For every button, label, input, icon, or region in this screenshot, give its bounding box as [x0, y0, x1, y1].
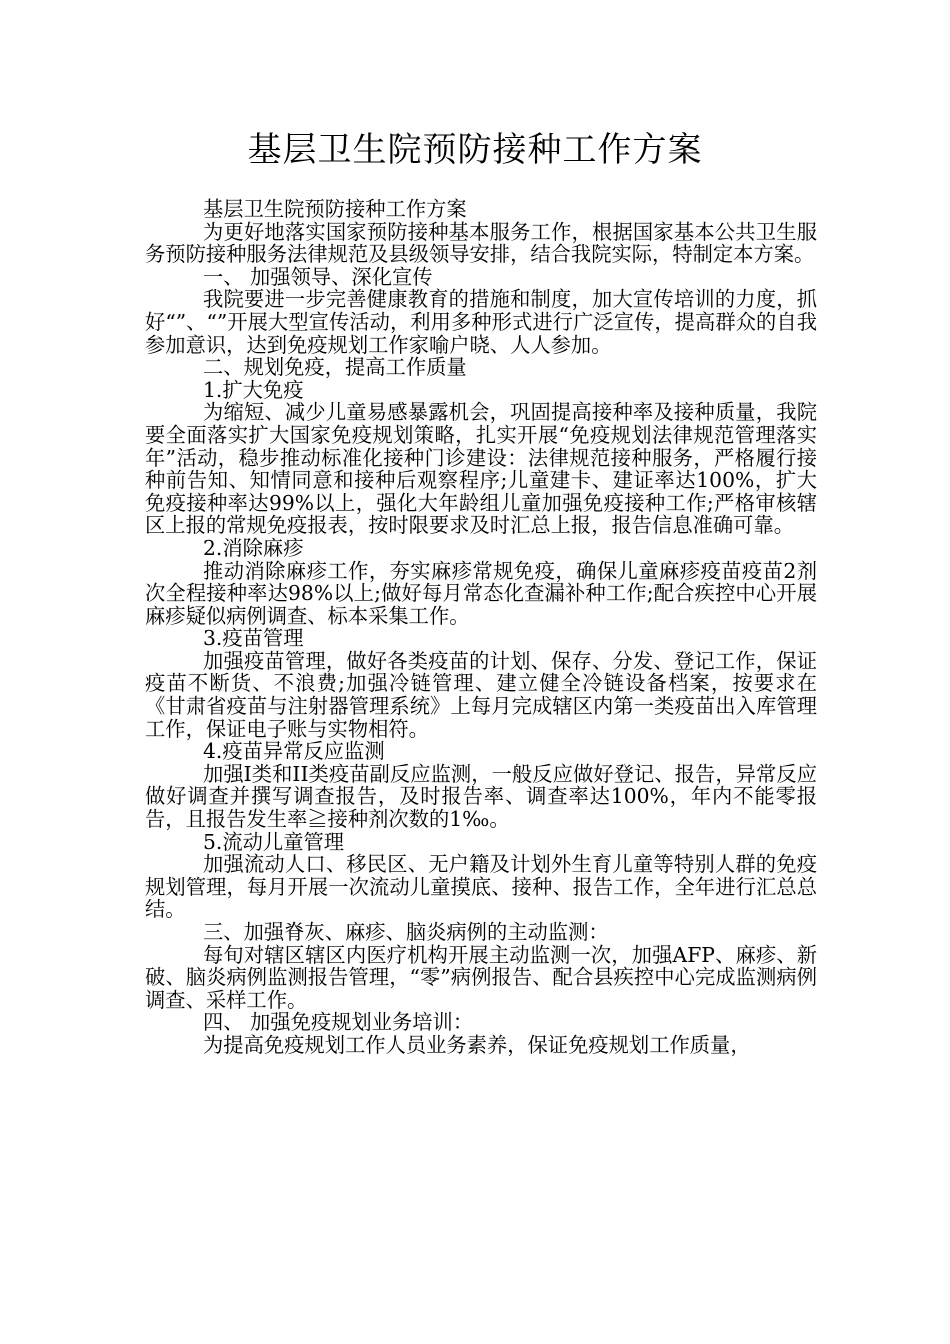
subsection-heading-2-5: 5.流动儿童管理: [203, 829, 345, 854]
subsection-heading-2-1: 1.扩大免疫: [203, 377, 304, 402]
section-heading-4: 四、 加强免疫规划业务培训：: [203, 1010, 474, 1035]
paragraph-2-1: 为缩短、减少儿童易感暴露机会，巩固提高接种率及接种质量，我院要全面落实扩大国家免疫规划策略，扎实开展“免疫规划法律规范管理落实年”活动，稳步推动标准化接种门诊建设：法律规范接种服务，严格履行接种前告知、知情同意和接种后观察程序;儿童建卡、建证率达100%，扩大免疫接种率达99%以上，强化大年龄组儿童加强免疫接种工作;严格审核辖区上报的常规免疫报表，按时限要求及时汇总上报，报告信息准确可靠。: [145, 400, 817, 538]
paragraph-2-4: 加强I类和II类疫苗副反应监测，一般反应做好登记、报告，异常反应做好调查并撰写调查报告，及时报告率、调查率达100%，年内不能零报告，且报告发生率≧接种剂次数的1‰。: [145, 761, 817, 832]
paragraph-section-3: 每旬对辖区辖区内医疗机构开展主动监测一次，加强AFP、麻疹、新破、脑炎病例监测报告管理，“零”病例报告、配合县疾控中心完成监测病例调查、采样工作。: [145, 942, 817, 1012]
paragraph-2-5: 加强流动人口、移民区、无户籍及计划外生育儿童等特别人群的免疫规划管理，每月开展一次流动儿童摸底、接种、报告工作，全年进行汇总总结。: [145, 852, 817, 922]
paragraph-intro: 为更好地落实国家预防接种基本服务工作，根据国家基本公共卫生服务预防接种服务法律规范及县级领导安排，结合我院实际，特制定本方案。: [145, 219, 817, 267]
paragraph-2-3: 加强疫苗管理，做好各类疫苗的计划、保存、分发、登记工作，保证疫苗不断货、不浪费;加强冷链管理、建立健全冷链设备档案，按要求在《甘肃省疫苗与注射器管理系统》上每月完成辖区内第一类疫苗出入库管理工作，保证电子账与实物相符。: [145, 648, 817, 741]
paragraph-section-1: 我院要进一步完善健康教育的措施和制度，加大宣传培训的力度，抓好“”、“”开展大型宣传活动，利用多种形式进行广泛宣传，提高群众的自我参加意识，达到免疫规划工作家喻户晓、人人参加。: [145, 287, 817, 357]
document-title: 基层卫生院预防接种工作方案: [247, 130, 703, 170]
section-heading-2: 二、规划免疫，提高工作质量: [203, 355, 467, 380]
paragraph-section-4: 为提高免疫规划工作人员业务素养，保证免疫规划工作质量，: [203, 1032, 751, 1057]
subsection-heading-2-4: 4.疫苗异常反应监测: [203, 739, 385, 764]
document-body: [145, 198, 817, 1057]
paragraph-2-2: 推动消除麻疹工作，夯实麻疹常规免疫，确保儿童麻疹疫苗疫苗2剂次全程接种率达98%以上;做好每月常态化查漏补种工作;配合疾控中心开展麻疹疑似病例调查、标本采集工作。: [145, 558, 817, 628]
section-heading-3: 三、加强脊灰、麻疹、脑炎病例的主动监测：: [203, 920, 609, 944]
section-heading-1: 一、 加强领导、深化宣传: [203, 264, 433, 289]
subsection-heading-2-2: 2.消除麻疹: [203, 535, 304, 560]
subsection-heading-2-3: 3.疫苗管理: [203, 626, 304, 651]
paragraph-subtitle: 基层卫生院预防接种工作方案: [203, 197, 467, 221]
